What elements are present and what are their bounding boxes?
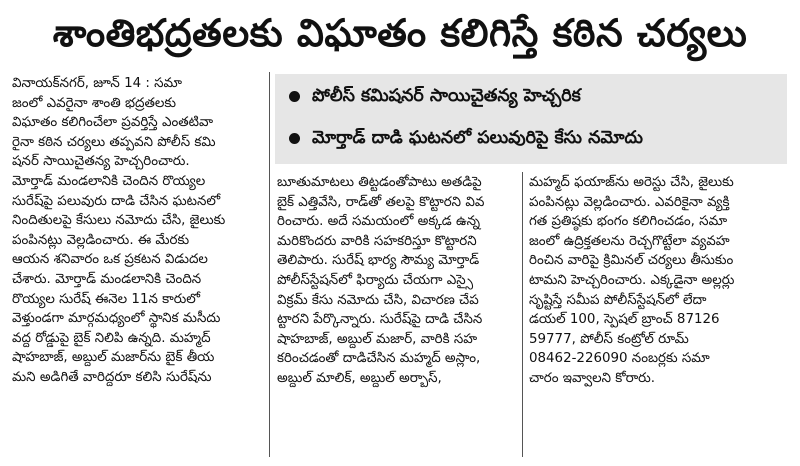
article-column-1 xyxy=(12,74,264,388)
text-line: జంలో ఎవరైనా శాంతి భద్రతలకు xyxy=(12,95,176,111)
highlight-item xyxy=(289,128,643,152)
text-line: మహ్మద్ ఫయాజ్‌ను అరెస్టు చేసి, జైలుకు xyxy=(529,175,734,190)
text-line: గత ప్రతిష్ఠకు భంగం కలిగించడం, సమా xyxy=(529,214,728,230)
text-line: జంలో ఉద్రిక్తతలను రెచ్చగొట్టేలా వ్యవహ xyxy=(529,233,730,249)
text-line: ఆయన శనివారం ఒక ప్రకటన విడుదల xyxy=(12,252,208,268)
highlight-text: పోలీస్ కమిషనర్ సాయిచైతన్య హెచ్చరిక xyxy=(312,86,581,106)
column-divider-2 xyxy=(522,172,523,457)
text-line: సృష్టిస్తే సమీప పోలీస్‌స్టేషన్‌లో లేదా xyxy=(529,292,707,308)
text-line: ట్టారని పేర్కొన్నారు. సురేష్‌పై దాడి చేసిన xyxy=(277,312,483,328)
text-line: బూతుమాటలు తిట్టడంతోపాటు అతడిపై xyxy=(277,175,482,190)
bullet-icon xyxy=(289,91,300,102)
text-line: మరికొందరు వారికి సహకరిస్తూ కొట్టారని xyxy=(277,233,477,249)
text-line: రైనా కఠిన చర్యలు తప్పవని పోలీస్ కమి xyxy=(12,134,216,150)
text-line: మోర్తాడ్ మండలానికి చెందిన రొయ్యల xyxy=(12,173,206,189)
highlight-item xyxy=(289,86,581,110)
text-line: విక్రమ్ కేసు నమోదు చేసి, విచారణ చేప xyxy=(277,292,479,308)
text-line: బైక్ ఎత్తివేసి, రాడ్‌తో తలపై కొట్టారని వివ xyxy=(277,194,485,210)
text-line: మని అడిగితే వారిద్దరూ కలిసి సురేష్‌ను xyxy=(12,369,212,385)
text-line: అబ్దుల్ మాలిక్, అబ్దుల్ అర్బాస్, xyxy=(277,370,442,386)
text-line: వినాయక్‌నగర్, జూన్ 14 : సమా xyxy=(12,76,183,91)
text-line: వద్ద రోడ్డుపై బైక్ నిలిపి ఉన్నది. మహ్మద్ xyxy=(12,330,211,346)
text-line: రించిన వారిపై క్రిమినల్ చర్యలు తీసుకుం xyxy=(529,253,734,269)
headline: శాంతిభద్రతలకు విఘాతం కలిగిస్తే కఠిన చర్యలు xyxy=(52,11,748,55)
text-line: షాహబాజ్, అబ్దుల్ మజార్, వారికి సహ xyxy=(277,331,478,347)
article-column-2 xyxy=(277,173,517,389)
highlight-text: మోర్తాడ్ దాడి ఘటనలో పలువురిపై కేసు నమోదు xyxy=(312,128,643,148)
text-line: షాహబాజ్, అబ్దుల్ మజార్‌ను బైక్ తీయ xyxy=(12,350,215,366)
text-line: డయల్ 100, స్పెషల్ బ్రాంచ్ 87126 xyxy=(529,312,720,328)
text-line: చారం ఇవ్వాలని కోరారు. xyxy=(529,370,656,386)
text-line: కరించడంతో దాడిచేసిన మహ్మద్ అస్లాం, xyxy=(277,351,481,367)
text-line: నిందితులపై కేసులు నమోదు చేసి, జైలుకు xyxy=(12,213,226,229)
text-line: విఘాతం కలిగించేలా ప్రవర్తిస్తే ఎంతటివా xyxy=(12,115,214,131)
text-line: పంపినట్లు వెల్లడించారు. ఎవరికైనా వ్యక్తి xyxy=(529,194,730,210)
text-line: పోలీస్‌స్టేషన్‌లో ఫిర్యాదు చేయగా ఎస్సై xyxy=(277,272,474,288)
text-line: పంపినట్లు వెల్లడించారు. ఈ మేరకు xyxy=(12,232,190,248)
text-line: టామని హెచ్చరించారు. ఎక్కడైనా అల్లర్లు xyxy=(529,272,735,288)
text-line: సురేష్‌పై పలువురు దాడి చేసిన ఘటనలో xyxy=(12,193,221,209)
bullet-icon xyxy=(289,133,300,144)
highlight-box xyxy=(275,74,787,164)
text-line: వెళ్తుండగా మార్గమధ్యంలో స్థానిక మసీదు xyxy=(12,311,221,327)
text-line: 08462-226090 నంబర్లకు సమా xyxy=(529,351,710,367)
text-line: 59777, పోలీస్ కంట్రోల్ రూమ్ xyxy=(529,331,689,347)
text-line: షనర్ సాయిచైతన్య హెచ్చరించారు. xyxy=(12,154,190,170)
column-divider-1 xyxy=(269,72,270,457)
text-line: రించారు. అదే సమయంలో అక్కడ ఉన్న xyxy=(277,214,481,230)
text-line: చేశారు. మోర్తాడ్ మండలానికి చెందిన xyxy=(12,271,202,287)
article-column-3 xyxy=(529,173,787,389)
text-line: రొయ్యల సురేష్ ఈనెల 11న కారులో xyxy=(12,291,201,307)
text-line: తెలిపారు. సురేష్ భార్య సౌమ్య మోర్తాడ్ xyxy=(277,253,480,269)
